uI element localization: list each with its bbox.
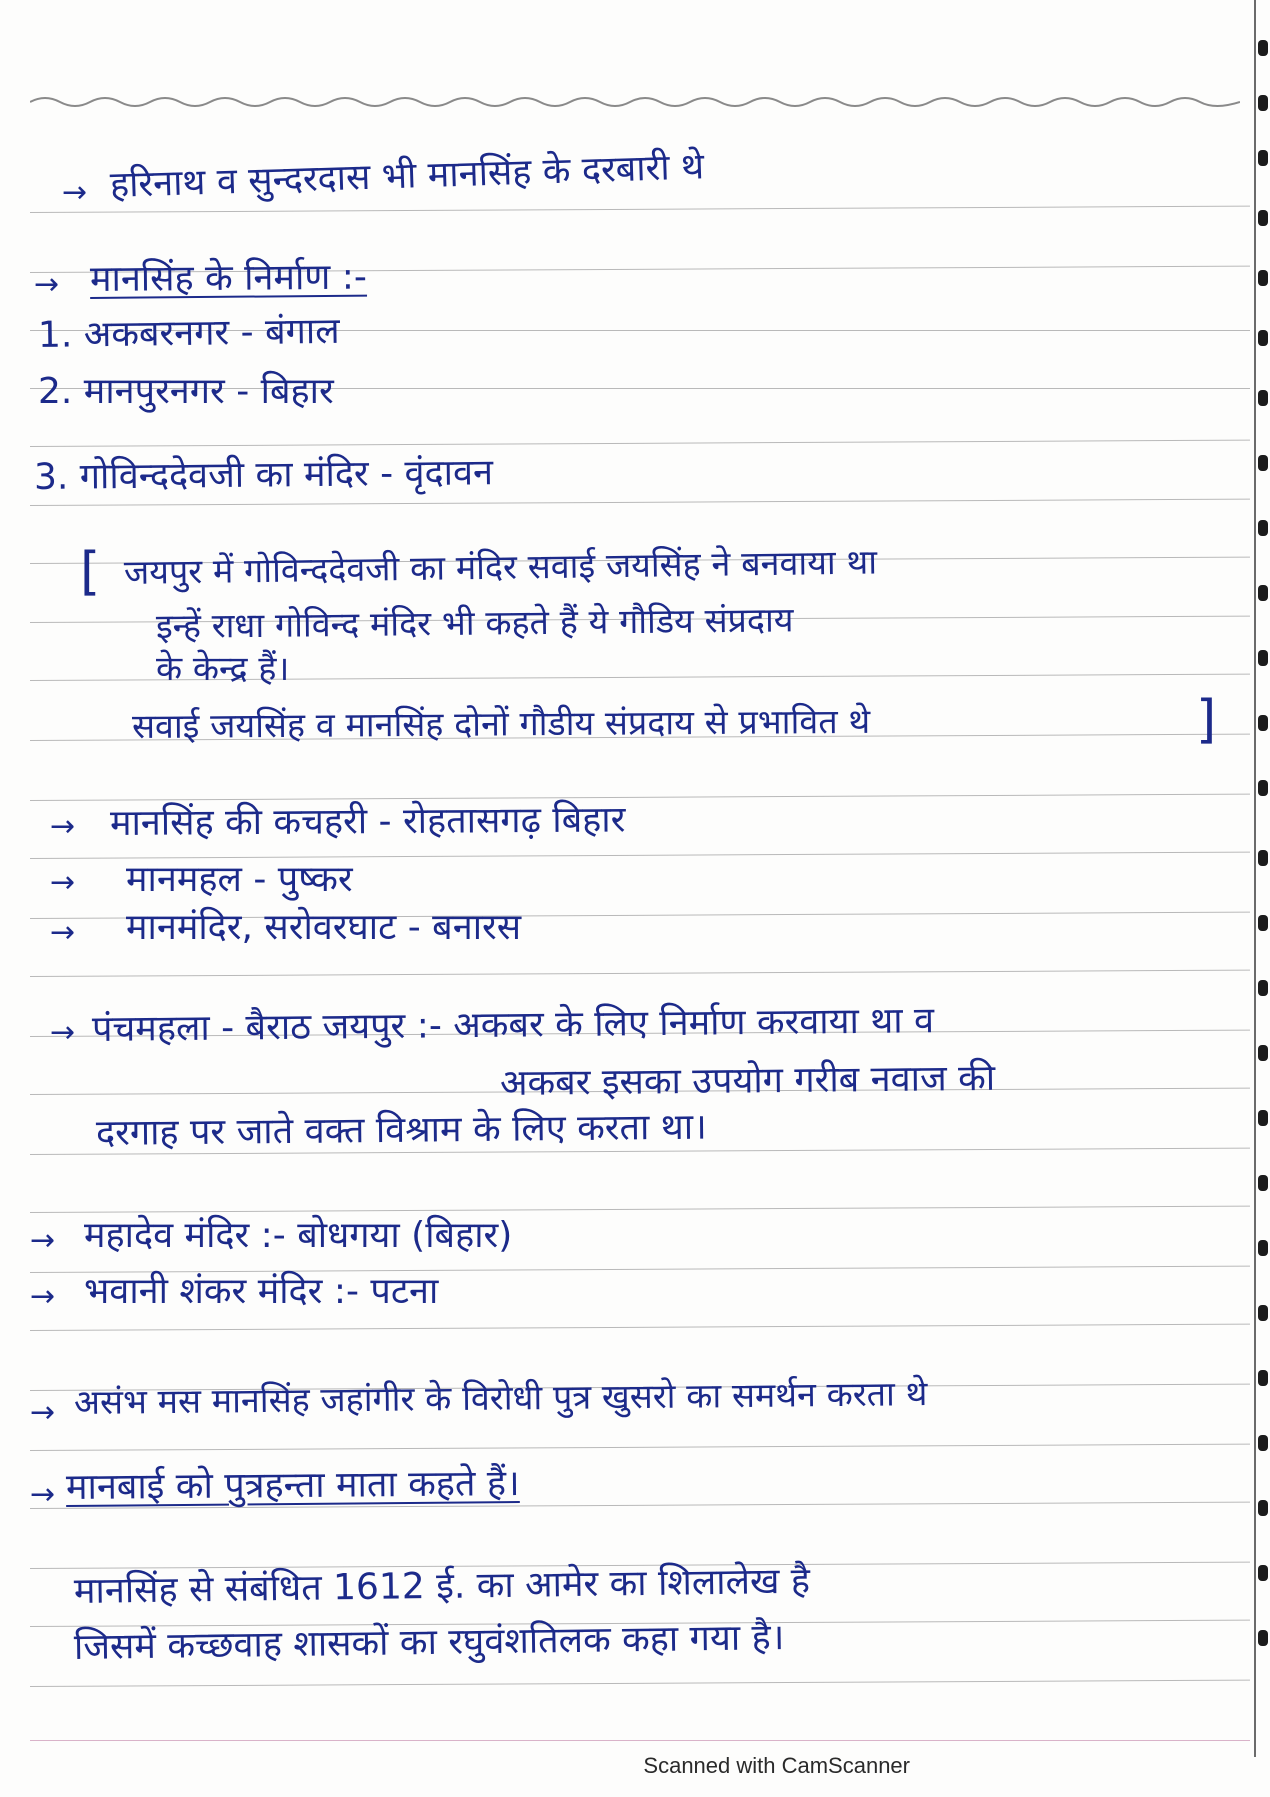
arrow-right-icon: → [50, 865, 76, 900]
arrow-right-icon: → [30, 1279, 56, 1314]
close-bracket: ] [1196, 690, 1217, 750]
mahadev-line: महादेव मंदिर :- बोधगया (बिहार) [84, 1215, 513, 1256]
spiral-hole [1258, 850, 1268, 866]
kachahri-line: मानसिंह की कचहरी - रोहतासगढ़ बिहार [109, 799, 626, 844]
bracket-line-2: इन्हें राधा गोविन्द मंदिर भी कहते हैं ये गौडिय संप्रदाय [155, 600, 794, 647]
spiral-hole [1258, 650, 1268, 666]
spiral-hole [1258, 95, 1268, 111]
spiral-hole [1258, 455, 1268, 471]
bracket-line-3: के केन्द्र हैं। [156, 649, 290, 689]
spiral-hole [1258, 1045, 1268, 1061]
right-margin-border [1254, 0, 1256, 1757]
construction-item-3: 3. गोविन्ददेवजी का मंदिर - वृंदावन [33, 452, 494, 498]
spiral-hole [1258, 520, 1268, 536]
panchmahla-line-3: दरगाह पर जाते वक्त विश्राम के लिए करता था। [95, 1106, 707, 1154]
construction-item-2: 2. मानपुरनगर - बिहार [38, 371, 334, 412]
arrow-right-icon: → [50, 809, 76, 844]
spiral-hole [1258, 1240, 1268, 1256]
spiral-hole [1258, 1565, 1268, 1581]
spiral-hole [1258, 715, 1268, 731]
spiral-hole [1258, 40, 1268, 56]
spiral-hole [1258, 390, 1268, 406]
manmandir-line: मानमंदिर, सरोवरघाट - बनारस [126, 907, 522, 948]
spiral-hole [1258, 270, 1268, 286]
inscription-line-2: जिसमें कच्छवाह शासकों का रघुवंशतिलक कहा गया है। [73, 1617, 785, 1668]
inscription-line-1: मानसिंह से संबंधित 1612 ई. का आमेर का शिलालेख है [73, 1560, 811, 1612]
arrow-right-icon: → [30, 1223, 56, 1258]
camscanner-watermark: Scanned with CamScanner [643, 1753, 910, 1778]
bracket-line-1: जयपुर में गोविन्ददेवजी का मंदिर सवाई जयसिंह ने बनवाया था [123, 542, 878, 593]
ruled-line [30, 970, 1250, 977]
top-margin-line [30, 90, 1240, 120]
arrow-right-icon: → [50, 1015, 76, 1050]
spiral-hole [1258, 1175, 1268, 1191]
spiral-hole [1258, 210, 1268, 226]
spiral-hole [1258, 1110, 1268, 1126]
manbai-line: मानबाई को पुत्रहन्ता माता कहते हैं। [65, 1463, 520, 1508]
construction-item-1: 1. अकबरनगर - बंगाल [37, 310, 340, 356]
spiral-hole [1258, 1435, 1268, 1451]
panchmahla-line-2: अकबर इसका उपयोग गरीब नवाज की [499, 1057, 996, 1104]
heading-constructions: मानसिंह के निर्माण :- [89, 256, 368, 300]
khusro-line: असंभ मस मानसिंह जहांगीर के विरोधी पुत्र खुसरो का समर्थन करता थे [73, 1374, 928, 1423]
note-line-darbari: हरिनाथ व सुन्दरदास भी मानसिंह के दरबारी थे [109, 146, 705, 206]
arrow-right-icon: → [30, 1477, 56, 1512]
ruled-line [30, 1740, 1250, 1741]
spiral-hole [1258, 585, 1268, 601]
spiral-hole [1258, 1305, 1268, 1321]
arrow-right-icon: → [30, 1395, 56, 1430]
panchmahla-line-1: पंचमहला - बैराठ जयपुर :- अकबर के लिए निर्माण करवाया था व [91, 1000, 935, 1050]
ruled-line [30, 794, 1250, 801]
ruled-line [30, 1444, 1250, 1451]
ruled-line [30, 852, 1250, 859]
open-bracket: [ [80, 542, 101, 602]
ruled-line [30, 1324, 1250, 1331]
bracket-line-4: सवाई जयसिंह व मानसिंह दोनों गौडीय संप्रदाय से प्रभावित थे [131, 701, 871, 747]
arrow-right-icon: → [62, 175, 88, 210]
spiral-hole [1258, 330, 1268, 346]
spiral-hole [1258, 915, 1268, 931]
ruled-line [30, 499, 1250, 506]
ruled-line [30, 440, 1250, 447]
manmahal-line: मानमहल - पुष्कर [126, 859, 353, 900]
bhavani-line: भवानी शंकर मंदिर :- पटना [84, 1271, 439, 1312]
arrow-right-icon: → [34, 267, 60, 302]
spiral-hole [1258, 1500, 1268, 1516]
spiral-hole [1258, 780, 1268, 796]
spiral-hole [1258, 980, 1268, 996]
ruled-line [30, 1206, 1250, 1213]
spiral-hole [1258, 1630, 1268, 1646]
ruled-line [30, 1680, 1250, 1687]
ruled-line [30, 206, 1250, 213]
spiral-hole [1258, 150, 1268, 166]
arrow-right-icon: → [50, 915, 76, 950]
spiral-hole [1258, 1370, 1268, 1386]
